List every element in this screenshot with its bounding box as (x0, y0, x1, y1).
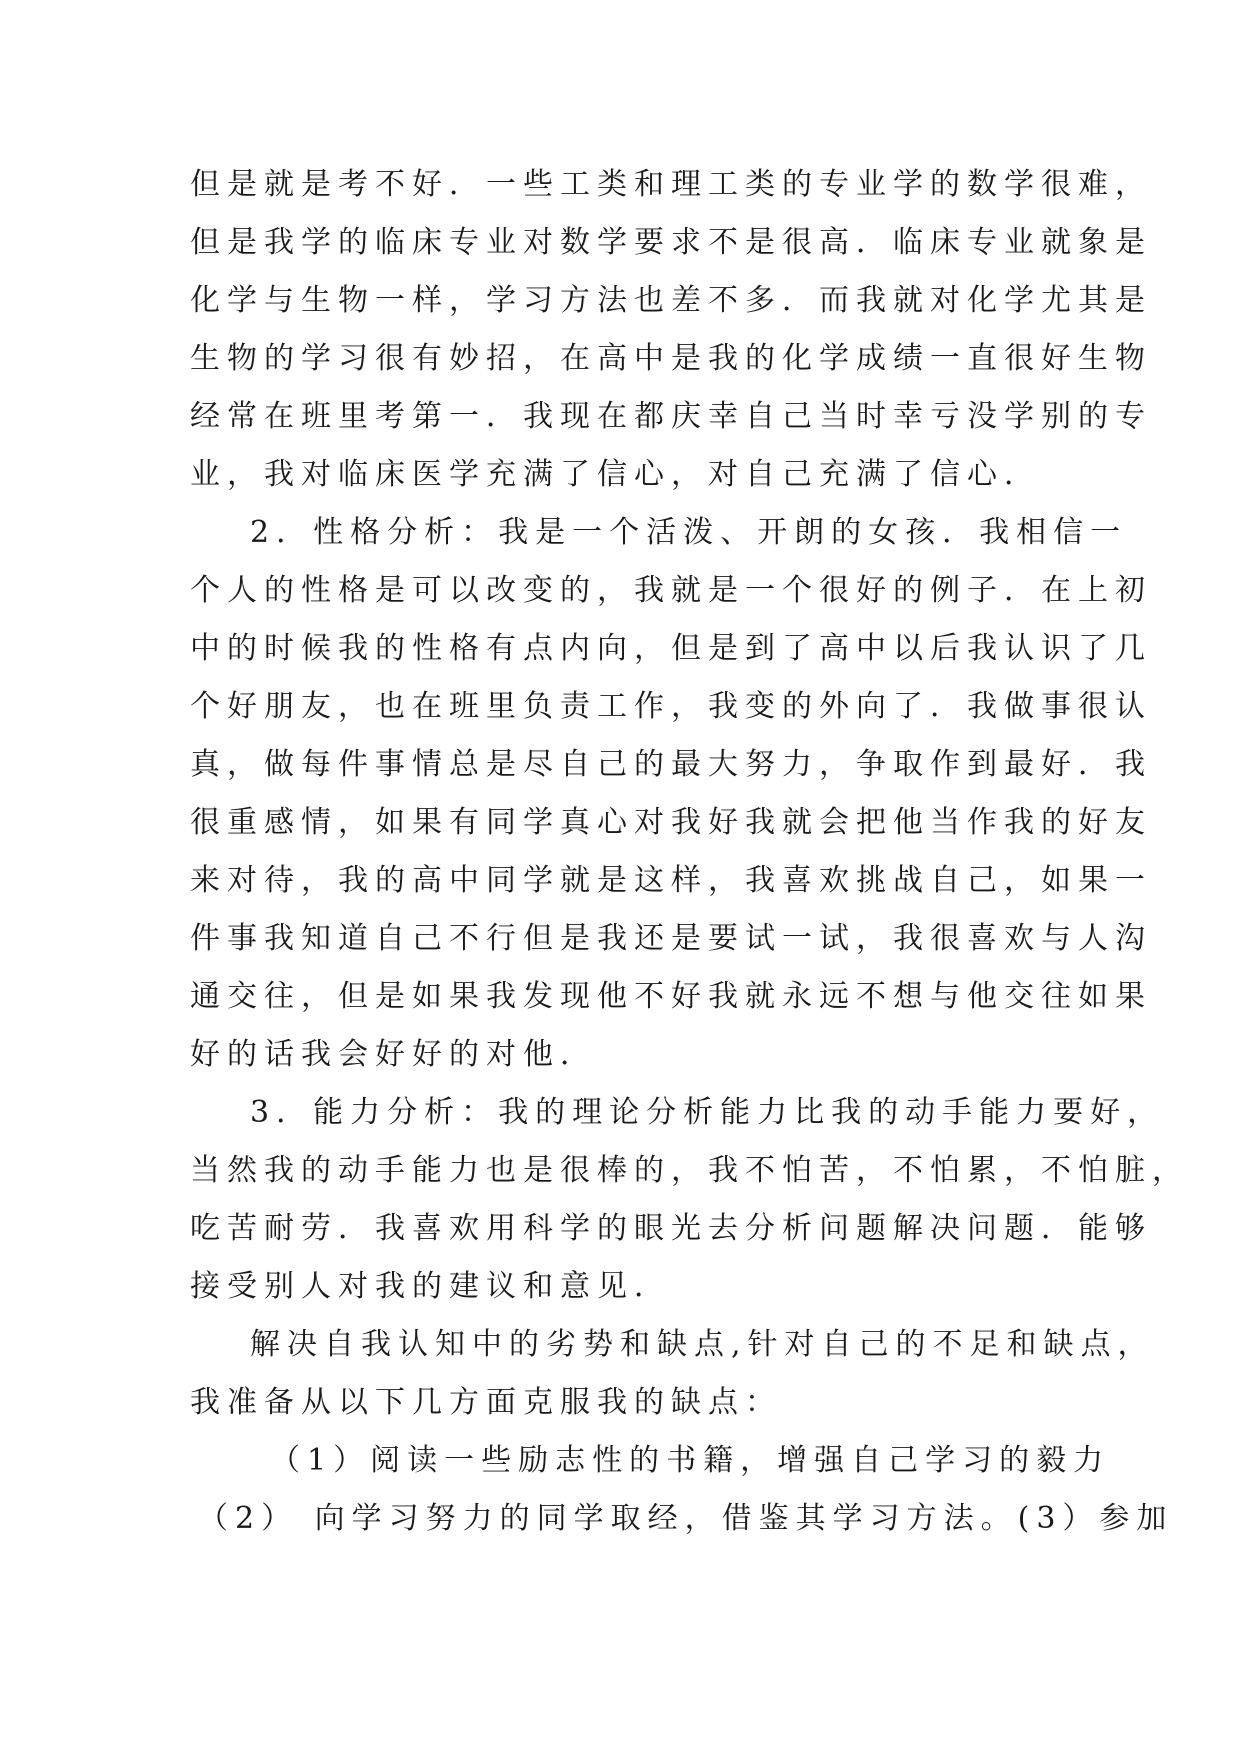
text-line: 我准备从以下几方面克服我的缺点： (190, 1385, 782, 1420)
paragraph-weakness-intro: 解决自我认知中的劣势和缺点,针对自己的不足和缺点， (250, 1327, 1155, 1362)
text-line: 当然我的动手能力也是很棒的，我不怕苦，不怕累，不怕脏， (190, 1153, 1189, 1188)
list-item-1: （1）阅读一些励志性的书籍，增强自己学习的毅力 (270, 1443, 1111, 1478)
text-line: 化学与生物一样，学习方法也差不多．而我就对化学尤其是 (190, 283, 1152, 318)
text-line: 真，做每件事情总是尽自己的最大努力，争取作到最好．我 (190, 747, 1152, 782)
text-line: 来对待，我的高中同学就是这样，我喜欢挑战自己，如果一 (190, 863, 1152, 898)
text-line: 个好朋友，也在班里负责工作，我变的外向了．我做事很认 (190, 689, 1152, 724)
text-line: 个人的性格是可以改变的，我就是一个很好的例子．在上初 (190, 573, 1152, 608)
text-line: 很重感情，如果有同学真心对我好我就会把他当作我的好友 (190, 805, 1152, 840)
text-line: 生物的学习很有妙招，在高中是我的化学成绩一直很好生物 (190, 341, 1152, 376)
text-line: 件事我知道自己不行但是我还是要试一试，我很喜欢与人沟 (190, 921, 1152, 956)
body-text (190, 156, 1189, 1548)
paragraph-heading-personality: 2．性格分析：我是一个活泼、开朗的女孩．我相信一 (250, 515, 1128, 550)
list-item-2: （2） 向学习努力的同学取经，借鉴其学习方法。(3）参加 (198, 1501, 1174, 1536)
text-line: 但是我学的临床专业对数学要求不是很高．临床专业就象是 (190, 225, 1152, 260)
text-line: 通交往，但是如果我发现他不好我就永远不想与他交往如果 (190, 979, 1152, 1014)
text-line: 中的时候我的性格有点内向，但是到了高中以后我认识了几 (190, 631, 1152, 666)
text-line: 业，我对临床医学充满了信心，对自己充满了信心． (190, 457, 1041, 492)
text-line: 但是就是考不好．一些工类和理工类的专业学的数学很难， (190, 167, 1152, 202)
text-line: 经常在班里考第一．我现在都庆幸自己当时幸亏没学别的专 (190, 399, 1152, 434)
text-line: 好的话我会好好的对他． (190, 1037, 597, 1072)
paragraph-heading-ability: 3．能力分析：我的理论分析能力比我的动手能力要好， (250, 1095, 1165, 1130)
text-line: 吃苦耐劳．我喜欢用科学的眼光去分析问题解决问题．能够 (190, 1211, 1152, 1246)
text-line: 接受别人对我的建议和意见． (190, 1269, 671, 1304)
